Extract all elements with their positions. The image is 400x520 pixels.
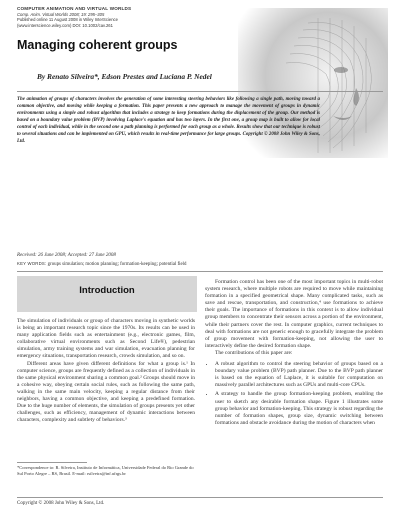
copyright-footer: Copyright © 2008 John Wiley & Sons, Ltd. (17, 501, 105, 506)
journal-citation: Comp. Anim. Virtual Worlds 2008; 19: 295–305 (17, 11, 105, 17)
abstract: The animation of groups of characters involves the generation of some interesting steering behaviors like following a single path, moving toward a common objective, and moving while keeping a formation. This paper presents a new approach to manage the movement of groups in dynamic environments using a simple and robust algorithm that includes a strategy to keep formations during the displacement of the group. Our method is based on a boundary value problem (BVP) involving Laplace's equation and has two layers. In the first one, a group map is built to allow for local control of each individual, while in the second one a path planning is performed for each group as a whole. Results show that our technique is robust to several situations and can be implemented on GPU, which results in real-time performance for large groups. Copyright © 2008 John Wiley & Sons, Ltd. (17, 97, 320, 145)
footnote-rule (17, 462, 87, 463)
journal-header (17, 6, 257, 28)
intro-paragraph-1: The simulation of individuals or group of characters moving in synthetic worlds is being an important research topic since the 1970s. Its results can be used in many application fields such as entertainment (e.g., electronic games, film, collaborative virtual environments such as Second Life®), pedestrian simulation, army training systems and war simulation, evacuation planning for emergency situations, transportation research, crowds simulation, and so on. (17, 318, 195, 360)
header-divider (17, 91, 383, 92)
contributions-intro: The contributions of this paper are: (215, 349, 293, 356)
received-dates: Received: 26 June 2008; Accepted: 27 June 2008 (17, 253, 116, 258)
list-item: • A robust algorithm to control the steering behavior of groups based on a boundary value problem (BVP) path planner. Due to the BVP path planner is based on the equation of Laplace, it is suitable for computation on massively parallel architectures such as GPUs and multi-core CPUs. (215, 361, 383, 389)
journal-name: COMPUTER ANIMATION AND VIRTUAL WORLDS (17, 6, 132, 11)
intro-paragraph-2: Different areas have given different definitions for what a group is.¹ In computer science, groups are frequently defined as a collection of individuals in the same physical environment sharing a common goal.² Groups should move in a cohesive way, obeying certain social rules, such as following the same path, walking in the same main velocity, keeping a regular distance from their neighbors, having a common objective, and keeping a predefined formation. Due to the huge number of elements, the simulation of groups presents yet other challenges, such as efficiency, management of dynamic interactions between characters, complexity and subtlety of behaviors.³ (17, 360, 195, 424)
right-column (205, 279, 383, 429)
keywords-line (17, 261, 186, 267)
keywords-text: groups simulation; motion planning; formation-keeping; potential field (47, 262, 187, 267)
list-item: • A strategy to handle the group formation-keeping problem, enabling the user to sketch any desirable formation shape. Figure 1 illustrates some group behavior and formation-keeping. This strategy is robust regarding the number of formation shapes, group size, dynamic switching between formations and obstacle avoidance during the motion of characters when (215, 391, 383, 426)
abstract-divider (17, 271, 383, 272)
left-column (17, 318, 195, 424)
introduction-heading: Introduction (79, 285, 135, 296)
footer-divider (17, 497, 383, 498)
contributions-list (205, 361, 383, 427)
paper-title: Managing coherent groups (17, 38, 178, 52)
doi-line: (www.interscience.wiley.com) DOI: 10.1002/cav.261 (17, 22, 113, 28)
published-line: Published online 11 August 2008 in Wiley InterScience (17, 17, 118, 23)
formation-paragraph: Formation control has been one of the most important topics in multi-robot system research, where multiple robots are required to move while maintaining formation in a specified geometrical shape. Many complicated tasks, such as save and rescue, transportation, and construction,⁴ use formations to achieve their goals. The importance of formations in this context is to allow individual group members to concentrate their sensors across a portion of the environment, while their partners cover the rest. In computer graphics, current techniques to deal with formations are not generic enough to gracefully integrate the problem of group movement with formation-keeping, not allowing the user to interactively define the desired formation shape. (205, 279, 383, 349)
correspondence-footnote: *Correspondence to: R. Silveira, Instituto de Informática, Universidade Federal do Rio Grande do Sul Porto Alegre – RS, Brasil. E-mail: rsilveira@inf.ufrgs.br (17, 465, 194, 476)
paper-authors: By Renato Silveira*, Edson Prestes and Luciana P. Nedel (37, 72, 212, 81)
keywords-label: KEY WORDS: (17, 261, 47, 266)
